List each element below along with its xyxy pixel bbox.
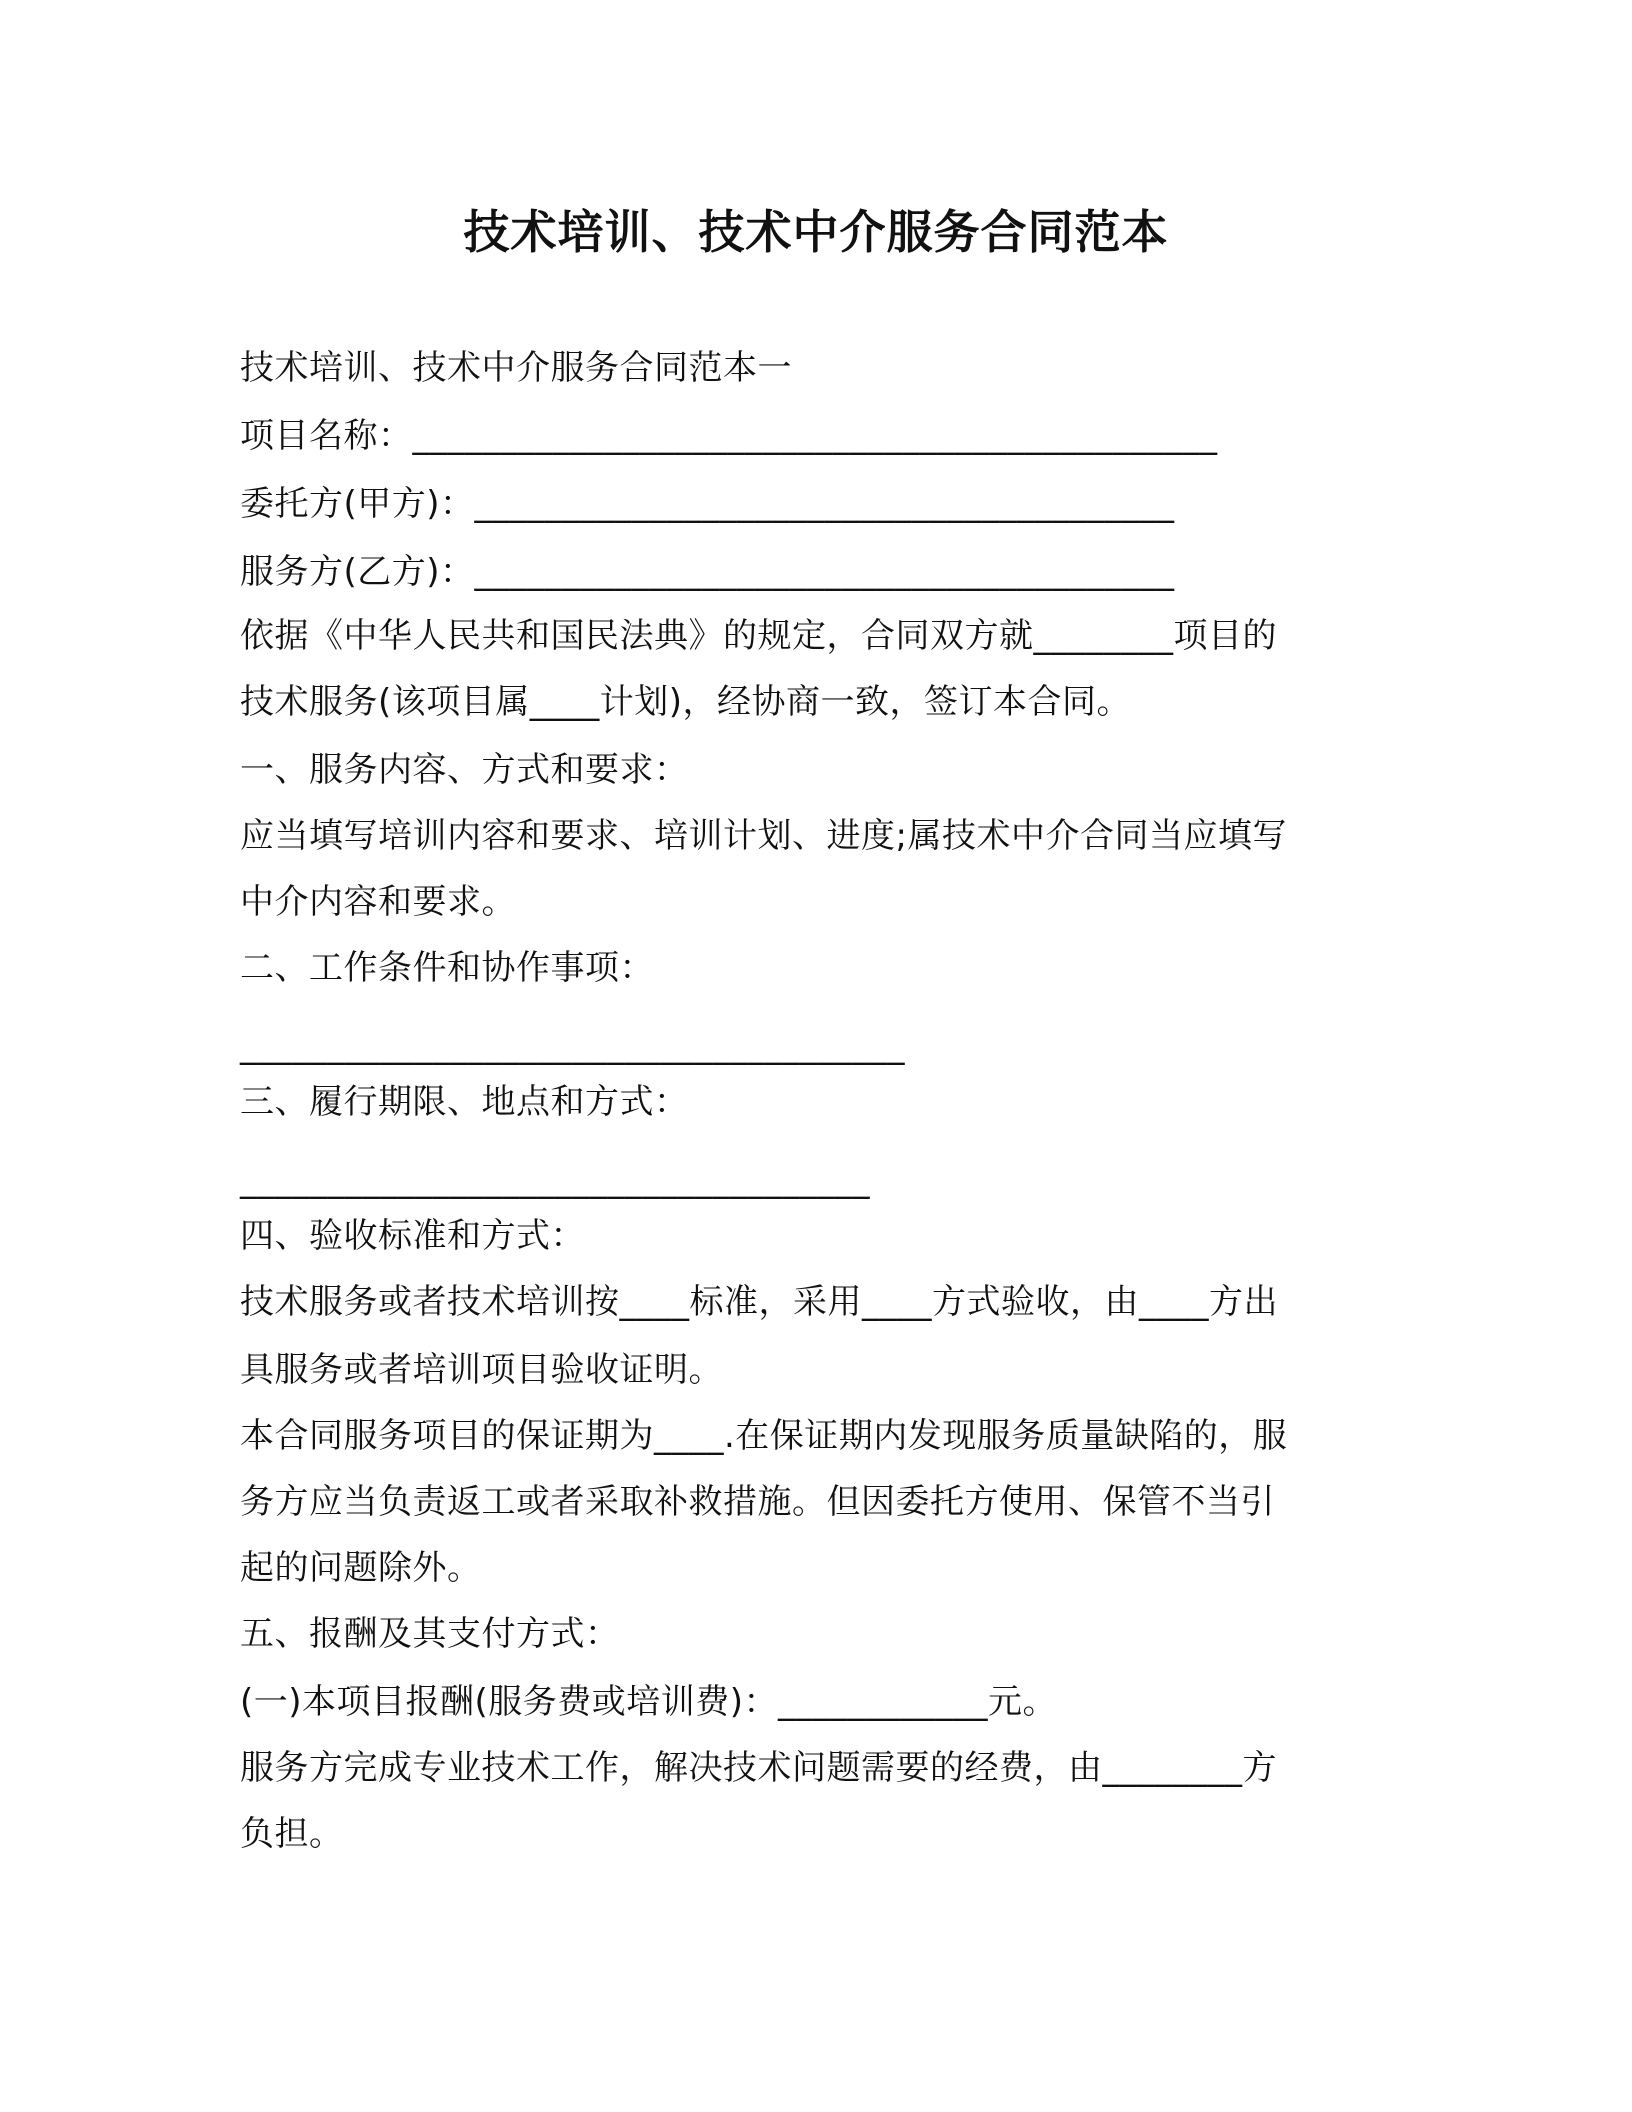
- blank-line: ____________________________________: [240, 1160, 870, 1200]
- document-title: 技术培训、技术中介服务合同范本: [463, 205, 1169, 259]
- paragraph-line: 技术服务(该项目属____计划)，经协商一致，签订本合同。: [240, 682, 1132, 722]
- field-client-party-a: 委托方(甲方)：________________________________________: [240, 484, 1175, 524]
- paragraph-line: 起的问题除外。: [240, 1548, 482, 1588]
- paragraph-line: 服务方完成专业技术工作，解决技术问题需要的经费，由________方: [240, 1748, 1277, 1788]
- paragraph-line: 技术服务或者技术培训按____标准，采用____方式验收，由____方出: [240, 1282, 1278, 1322]
- field-service-party-b: 服务方(乙方)：________________________________________: [240, 552, 1175, 592]
- section-heading: 三、履行期限、地点和方式：: [240, 1082, 689, 1122]
- section-heading: 二、工作条件和协作事项：: [240, 948, 654, 988]
- field-project-name: 项目名称：______________________________________________: [240, 416, 1218, 456]
- blank-line: ______________________________________: [240, 1026, 905, 1066]
- section-heading: 一、服务内容、方式和要求：: [240, 750, 689, 790]
- section-heading: 四、验收标准和方式：: [240, 1216, 585, 1256]
- paragraph-line: 具服务或者培训项目验收证明。: [240, 1350, 723, 1390]
- paragraph-line: 负担。: [240, 1814, 344, 1854]
- section-heading: 五、报酬及其支付方式：: [240, 1614, 620, 1654]
- paragraph-line: (一)本项目报酬(服务费或培训费)：____________元。: [240, 1682, 1058, 1722]
- paragraph-line: 依据《中华人民共和国民法典》的规定，合同双方就________项目的: [240, 616, 1277, 656]
- paragraph-line: 务方应当负责返工或者采取补救措施。但因委托方使用、保管不当引: [240, 1482, 1275, 1522]
- paragraph-line: 中介内容和要求。: [240, 882, 516, 922]
- paragraph-line: 应当填写培训内容和要求、培训计划、进度;属技术中介合同当应填写: [240, 816, 1287, 856]
- paragraph-line: 本合同服务项目的保证期为____.在保证期内发现服务质量缺陷的，服: [240, 1416, 1288, 1456]
- subtitle: 技术培训、技术中介服务合同范本一: [240, 348, 792, 388]
